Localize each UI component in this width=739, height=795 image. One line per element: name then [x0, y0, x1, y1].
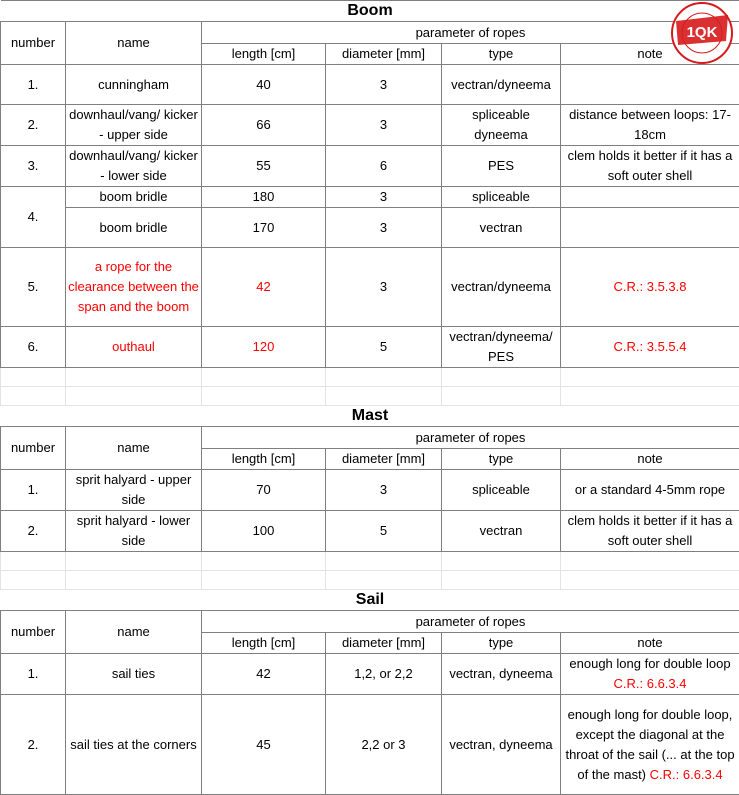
cell-diameter: 3: [326, 208, 442, 248]
cell-type: vectran/dyneema/ PES: [442, 327, 561, 368]
header-note: note: [561, 449, 739, 470]
table-row: [1, 105, 739, 146]
cell-note: clem holds it better if it has a soft outer shell: [561, 511, 739, 552]
cell-number: 5.: [1, 248, 66, 327]
table-row: [1, 65, 739, 105]
section-title-sail: Sail: [1, 590, 739, 611]
cell-diameter: 3: [326, 187, 442, 208]
section-title-boom: Boom: [1, 1, 739, 22]
header-number: number: [1, 22, 66, 65]
cell-name: a rope for the clearance between the span and the boom: [66, 248, 202, 327]
cell-note: clem holds it better if it has a soft outer shell: [561, 146, 739, 187]
table-row: [1, 470, 739, 511]
cell-type: spliceable: [442, 470, 561, 511]
header-diameter: diameter [mm]: [326, 449, 442, 470]
cell-type: vectran, dyneema: [442, 695, 561, 795]
cell-name: sprit halyard - upper side: [66, 470, 202, 511]
rule-reference: C.R.: 6.6.3.4: [614, 676, 687, 691]
header-number: number: [1, 427, 66, 470]
cell-note: [561, 65, 739, 105]
cell-number: 1.: [1, 65, 66, 105]
cell-note: [561, 654, 739, 695]
cell-type: vectran: [442, 511, 561, 552]
cell-diameter: 2,2 or 3: [326, 695, 442, 795]
cell-diameter: 3: [326, 470, 442, 511]
cell-diameter: 5: [326, 327, 442, 368]
header-note: note: [561, 44, 739, 65]
class-logo: [670, 1, 734, 65]
logo-text: 1QK: [687, 24, 718, 41]
cell-diameter: 1,2, or 2,2: [326, 654, 442, 695]
header-length: length [cm]: [202, 449, 326, 470]
table-row: [1, 695, 739, 795]
header-length: length [cm]: [202, 633, 326, 654]
cell-length: 70: [202, 470, 326, 511]
table-row: [1, 146, 739, 187]
cell-type: vectran, dyneema: [442, 654, 561, 695]
header-diameter: diameter [mm]: [326, 633, 442, 654]
cell-length: 170: [202, 208, 326, 248]
cell-diameter: 3: [326, 105, 442, 146]
header-parameters: parameter of ropes: [202, 611, 739, 633]
cell-note: distance between loops: 17-18cm: [561, 105, 739, 146]
cell-diameter: 5: [326, 511, 442, 552]
header-parameters: parameter of ropes: [202, 22, 739, 44]
cell-length: 180: [202, 187, 326, 208]
cell-note: [561, 695, 739, 795]
header-length: length [cm]: [202, 44, 326, 65]
cell-length: 100: [202, 511, 326, 552]
cell-name: cunningham: [66, 65, 202, 105]
cell-type: vectran/dyneema: [442, 65, 561, 105]
header-type: type: [442, 449, 561, 470]
note-text: enough long for double loop, except the diagonal at the throat of the sail (... at the top of the mast): [565, 707, 734, 782]
section-title-mast: Mast: [1, 406, 739, 427]
cell-note: [561, 208, 739, 248]
cell-length: 42: [202, 248, 326, 327]
header-note: note: [561, 633, 739, 654]
cell-length: 45: [202, 695, 326, 795]
cell-diameter: 3: [326, 248, 442, 327]
table-row: [1, 511, 739, 552]
cell-length: 40: [202, 65, 326, 105]
cell-number: 2.: [1, 695, 66, 795]
cell-type: spliceable: [442, 187, 561, 208]
cell-number: 2.: [1, 105, 66, 146]
cell-number: 4.: [1, 187, 66, 248]
cell-type: vectran/dyneema: [442, 248, 561, 327]
cell-name: sail ties: [66, 654, 202, 695]
cell-type: PES: [442, 146, 561, 187]
cell-number: 1.: [1, 654, 66, 695]
cell-name: downhaul/vang/ kicker - lower side: [66, 146, 202, 187]
cell-number: 2.: [1, 511, 66, 552]
cell-note: C.R.: 3.5.5.4: [561, 327, 739, 368]
rule-reference: C.R.: 6.6.3.4: [650, 767, 723, 782]
header-number: number: [1, 611, 66, 654]
cell-length: 42: [202, 654, 326, 695]
header-name: name: [66, 22, 202, 65]
cell-length: 66: [202, 105, 326, 146]
header-name: name: [66, 611, 202, 654]
table-row: [1, 187, 739, 208]
note-text: enough long for double loop: [569, 656, 730, 671]
header-diameter: diameter [mm]: [326, 44, 442, 65]
cell-diameter: 3: [326, 65, 442, 105]
cell-name: boom bridle: [66, 208, 202, 248]
cell-type: vectran: [442, 208, 561, 248]
cell-length: 55: [202, 146, 326, 187]
cell-name: sprit halyard - lower side: [66, 511, 202, 552]
cell-length: 120: [202, 327, 326, 368]
header-name: name: [66, 427, 202, 470]
cell-note: [561, 187, 739, 208]
cell-name: downhaul/vang/ kicker - upper side: [66, 105, 202, 146]
table-row: [1, 654, 739, 695]
cell-type: spliceable dyneema: [442, 105, 561, 146]
cell-note: C.R.: 3.5.3.8: [561, 248, 739, 327]
cell-name: sail ties at the corners: [66, 695, 202, 795]
header-type: type: [442, 44, 561, 65]
cell-number: 1.: [1, 470, 66, 511]
cell-diameter: 6: [326, 146, 442, 187]
table-row: [1, 327, 739, 368]
header-parameters: parameter of ropes: [202, 427, 739, 449]
cell-number: 6.: [1, 327, 66, 368]
cell-note: or a standard 4-5mm rope: [561, 470, 739, 511]
cell-name: outhaul: [66, 327, 202, 368]
cell-number: 3.: [1, 146, 66, 187]
cell-name: boom bridle: [66, 187, 202, 208]
table-row: [1, 208, 739, 248]
table-row: [1, 248, 739, 327]
header-type: type: [442, 633, 561, 654]
